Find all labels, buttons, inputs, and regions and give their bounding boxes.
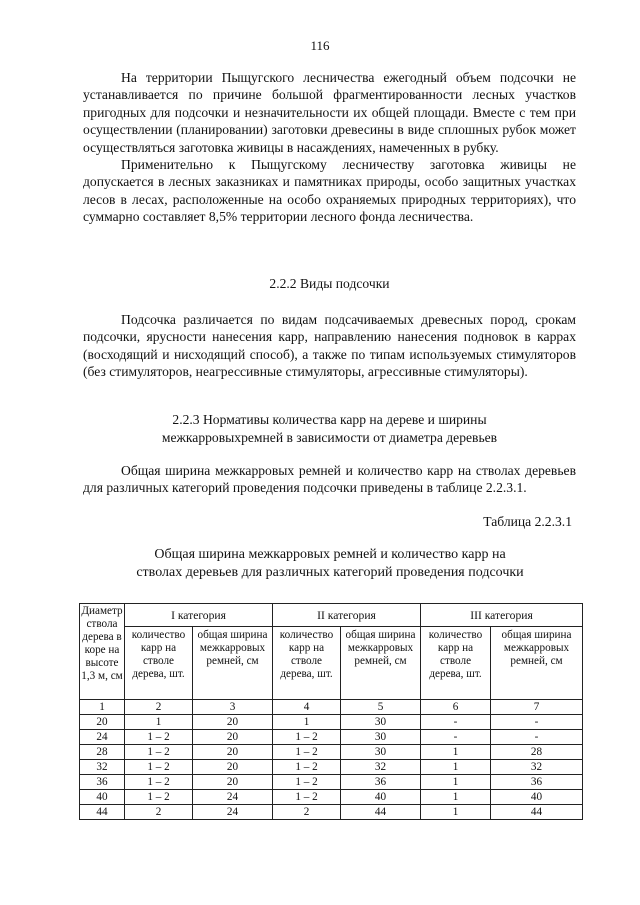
table-cell: 20	[80, 715, 125, 730]
table-cell: 5	[341, 700, 421, 715]
table-row	[80, 700, 583, 715]
table-cell: 20	[193, 745, 273, 760]
header-category-2: II категория	[273, 604, 421, 627]
table-cell: 1 – 2	[273, 790, 341, 805]
table-cell: 24	[193, 805, 273, 820]
norms-table	[79, 603, 583, 820]
table-cell: -	[421, 730, 491, 745]
table-cell: 1 – 2	[273, 745, 341, 760]
table-cell: 1 – 2	[273, 760, 341, 775]
table-cell: 1	[421, 760, 491, 775]
header-category-3: III категория	[421, 604, 583, 627]
table-cell: 32	[341, 760, 421, 775]
table-cell: 1	[80, 700, 125, 715]
table-cell: 1	[421, 790, 491, 805]
paragraph-table-reference: Общая ширина межкарровых ремней и количество карр на стволах деревьев для различных категорий проведения подсочки приведены в таблице 2.2.3.1.	[83, 463, 576, 496]
table-cell: -	[491, 730, 583, 745]
table-cell: 2	[125, 805, 193, 820]
paragraph-restrictions: Применительно к Пыщугскому лесничеству заготовка живицы не допускается в лесных заказниках и памятниках природы, особо защитных участках лесов в лесах, расположенные на особо охраняемых природных территориях), что суммарно составляет 8,5% территории лесного фонда лесничества.	[83, 157, 576, 225]
table-row	[80, 805, 583, 820]
table-row	[80, 715, 583, 730]
table-cell: 1 – 2	[125, 790, 193, 805]
table-cell: -	[491, 715, 583, 730]
table-cell: 1	[125, 715, 193, 730]
header-cat3-count: количество карр на стволе дерева, шт.	[421, 627, 491, 700]
table-cell: 20	[193, 715, 273, 730]
intro-text	[83, 69, 576, 226]
table-cell: 2	[125, 700, 193, 715]
table-cell: 36	[80, 775, 125, 790]
table-row	[80, 760, 583, 775]
table-cell: 24	[80, 730, 125, 745]
table-cell: 1 – 2	[125, 775, 193, 790]
table-cell: 20	[193, 775, 273, 790]
paragraph-harvest-volume: На территории Пыщугского лесничества ежегодный объем подсочки не устанавливается по причине большой фрагментированности лесных участков пригодных для подсочки и незначительности их общей площади. Вместе с тем при осуществлении (планировании) заготовки древесины в виде сплошных рубок может осуществляться заготовка живицы в насаждениях, намеченных в рубку.	[83, 70, 576, 155]
header-cat2-count: количество карр на стволе дерева, шт.	[273, 627, 341, 700]
table-caption	[78, 546, 582, 582]
table-cell: 30	[341, 715, 421, 730]
table-cell: 1	[273, 715, 341, 730]
header-cat1-count: количество карр на стволе дерева, шт.	[125, 627, 193, 700]
table-cell: 40	[80, 790, 125, 805]
table-row	[80, 745, 583, 760]
table-cell: 7	[491, 700, 583, 715]
section-heading-223-line1: 2.2.3 Нормативы количества карр на дереве и ширины	[172, 412, 487, 427]
table-cell: 1 – 2	[125, 730, 193, 745]
table-cell: 4	[273, 700, 341, 715]
table-cell: 30	[341, 745, 421, 760]
table-cell: 1 – 2	[125, 745, 193, 760]
table-caption-line2: стволах деревьев для различных категорий проведения подсочки	[136, 565, 524, 580]
table-cell: 44	[491, 805, 583, 820]
page-number: 116	[310, 38, 330, 53]
table-cell: 40	[341, 790, 421, 805]
table-cell: 2	[273, 805, 341, 820]
table-cell: 20	[193, 760, 273, 775]
table-cell: 24	[193, 790, 273, 805]
section-heading-223-line2: межкарровыхремней в зависимости от диаметра деревьев	[161, 430, 498, 445]
section-heading-222: 2.2.2 Виды подсочки	[269, 276, 390, 291]
table-cell: 1	[421, 775, 491, 790]
table-row	[80, 775, 583, 790]
table-cell: 6	[421, 700, 491, 715]
table-cell: 36	[491, 775, 583, 790]
table-cell: 1 – 2	[125, 760, 193, 775]
table-cell: 44	[80, 805, 125, 820]
table-cell: 40	[491, 790, 583, 805]
table-cell: 32	[491, 760, 583, 775]
table-caption-line1: Общая ширина межкарровых ремней и количество карр на	[154, 547, 506, 562]
section-223-text	[83, 462, 576, 497]
table-body	[80, 700, 583, 820]
table-cell: 20	[193, 730, 273, 745]
paragraph-tapping-types: Подсочка различается по видам подсачиваемых древесных пород, срокам подсочки, ярусности нанесения карр, направлению нанесения подновок в каррах (восходящий и нисходящий способ), а также по типам используемых стимуляторов (без стимуляторов, неагрессивные стимуляторы, агрессивные стимуляторы).	[83, 312, 576, 380]
header-category-1: I категория	[125, 604, 273, 627]
table-cell: 32	[80, 760, 125, 775]
table-cell: 36	[341, 775, 421, 790]
header-cat1-width: общая ширина межкарровых ремней, см	[193, 627, 273, 700]
header-cat2-width: общая ширина межкарровых ремней, см	[341, 627, 421, 700]
table-row	[80, 790, 583, 805]
table-cell: 28	[80, 745, 125, 760]
table-cell: 28	[491, 745, 583, 760]
table-label: Таблица 2.2.3.1	[483, 514, 572, 529]
table-row	[80, 730, 583, 745]
section-heading-223	[83, 411, 576, 447]
table-cell: 1 – 2	[273, 775, 341, 790]
table-cell: 30	[341, 730, 421, 745]
table-cell: 1	[421, 805, 491, 820]
header-cat3-width: общая ширина межкарровых ремней, см	[491, 627, 583, 700]
table-cell: 44	[341, 805, 421, 820]
section-222-text	[83, 311, 576, 381]
table-cell: 1 – 2	[273, 730, 341, 745]
table-cell: 3	[193, 700, 273, 715]
table-cell: -	[421, 715, 491, 730]
table-cell: 1	[421, 745, 491, 760]
header-diameter: Диаметр ствола дерева в коре на высоте 1,3 м, см	[80, 604, 125, 700]
